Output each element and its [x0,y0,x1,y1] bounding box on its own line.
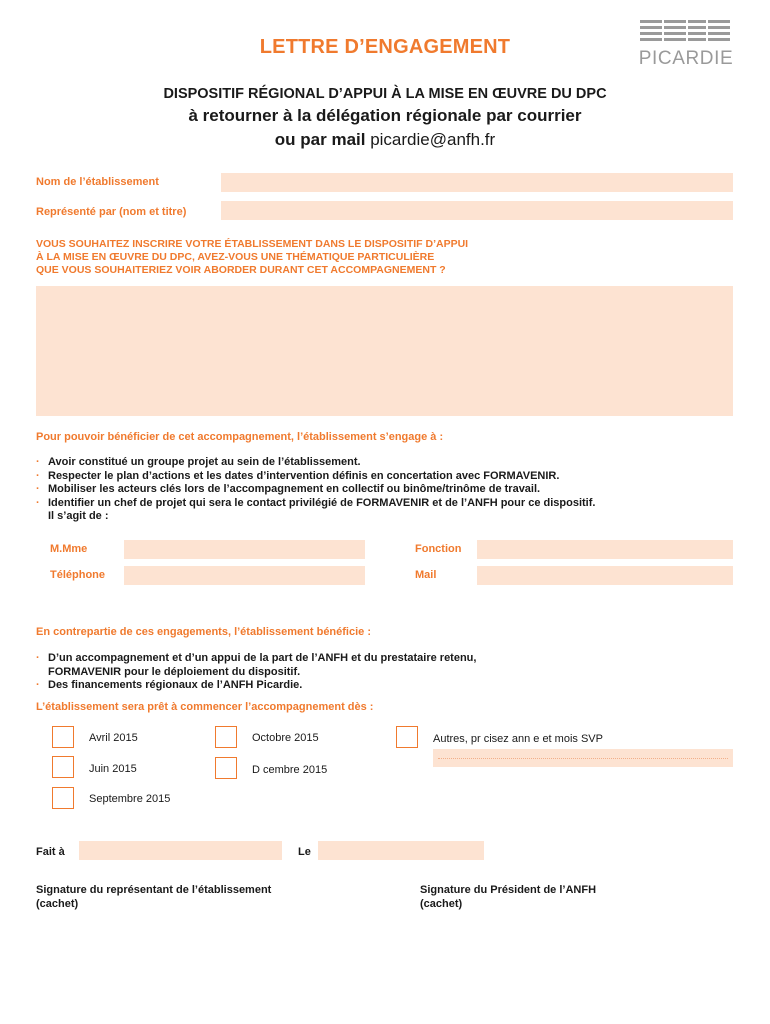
anfh-logo-mark [636,18,736,48]
theme-answer-area[interactable] [36,286,733,416]
le-field[interactable] [318,841,484,860]
list-item: · Avoir constitué un groupe projet au sein de l’établissement. [36,456,361,468]
commitment-continuation: Il s’agit de : [48,510,109,522]
checkbox-octobre-2015[interactable] [215,726,237,748]
mail-field[interactable] [477,566,733,585]
establishment-name-field[interactable] [221,173,733,192]
return-email-line [0,130,770,150]
question-line-2: À LA MISE EN ŒUVRE DU DPC, AVEZ-VOUS UNE THÉMATIQUE PARTICULIÈRE [36,251,435,263]
le-label: Le [298,846,311,858]
list-item: · Respecter le plan d’actions et les dates d’intervention définis en concertation avec FORMAVENIR. [36,469,560,482]
document-subtitle: DISPOSITIF RÉGIONAL D’APPUI À LA MISE EN ŒUVRE DU DPC [163,86,607,102]
fait-label: Fait à [36,846,65,858]
commitments-intro: Pour pouvoir bénéficier de cet accompagnement, l’établissement s’engage à : [36,431,444,443]
represented-by-label: Représenté par (nom et titre) [36,206,187,218]
checkbox-decembre-2015[interactable] [215,757,237,779]
fonction-label: Fonction [415,543,462,555]
email-address: picardie@anfh.fr [370,130,496,149]
benefits-list [36,652,736,693]
signature-president [420,883,596,911]
establishment-name-label: Nom de l’établissement [36,176,159,188]
commitments-list [36,456,736,524]
email-prefix: ou par mail [274,130,366,149]
signature-president-note: (cachet) [420,898,463,910]
list-item: · D’un accompagnement et d’un appui de la part de l’ANFH et du prestataire retenu, FORMAVENIR pour le déploiement du dispositif. [36,652,477,678]
option-septembre-2015: Septembre 2015 [89,793,171,805]
question-line-1: VOUS SOUHAITEZ INSCRIRE VOTRE ÉTABLISSEMENT DANS LE DISPOSITIF D’APPUI [36,238,469,250]
autres-dotted-line [438,758,728,759]
theme-question [36,238,556,277]
option-juin-2015: Juin 2015 [89,763,137,775]
checkbox-juin-2015[interactable] [52,756,74,778]
list-item: · Identifier un chef de projet qui sera le contact privilégié de FORMAVENIR et de l’ANFH pour ce dispositif. Il s’agit de : [36,497,736,524]
benefits-intro: En contrepartie de ces engagements, l’établissement bénéficie : [36,626,372,638]
telephone-field[interactable] [124,566,365,585]
list-item: · Des financements régionaux de l’ANFH Picardie. [36,679,303,691]
checkbox-septembre-2015[interactable] [52,787,74,809]
signature-establishment-note: (cachet) [36,898,79,910]
list-item: · Mobiliser les acteurs clés lors de l’accompagnement en collectif ou binôme/trinôme de travail. [36,483,541,495]
signature-establishment [36,883,271,911]
option-avril-2015: Avril 2015 [89,732,138,744]
fait-field[interactable] [79,841,282,860]
mail-label: Mail [415,569,437,581]
checkbox-autres[interactable] [396,726,418,748]
return-instruction: à retourner à la délégation régionale par courrier [188,106,582,125]
telephone-label: Téléphone [50,569,106,581]
mme-field[interactable] [124,540,365,559]
signature-president-title: Signature du Président de l’ANFH [420,884,597,896]
fonction-field[interactable] [477,540,733,559]
document-title: LETTRE D’ENGAGEMENT [259,36,511,58]
option-autres: Autres, pr cisez ann e et mois SVP [433,733,603,745]
option-decembre-2015: D cembre 2015 [252,764,328,776]
start-intro: L’établissement sera prêt à commencer l’accompagnement dès : [36,701,374,713]
anfh-logo [636,18,736,72]
mme-label: M.Mme [50,543,88,555]
checkbox-avril-2015[interactable] [52,726,74,748]
logo-region-text: PICARDIE [638,48,734,69]
option-octobre-2015: Octobre 2015 [252,732,319,744]
signature-establishment-title: Signature du représentant de l’établissement [36,884,272,896]
represented-by-field[interactable] [221,201,733,220]
question-line-3: QUE VOUS SOUHAITERIEZ VOIR ABORDER DURANT CET ACCOMPAGNEMENT ? [36,264,446,276]
